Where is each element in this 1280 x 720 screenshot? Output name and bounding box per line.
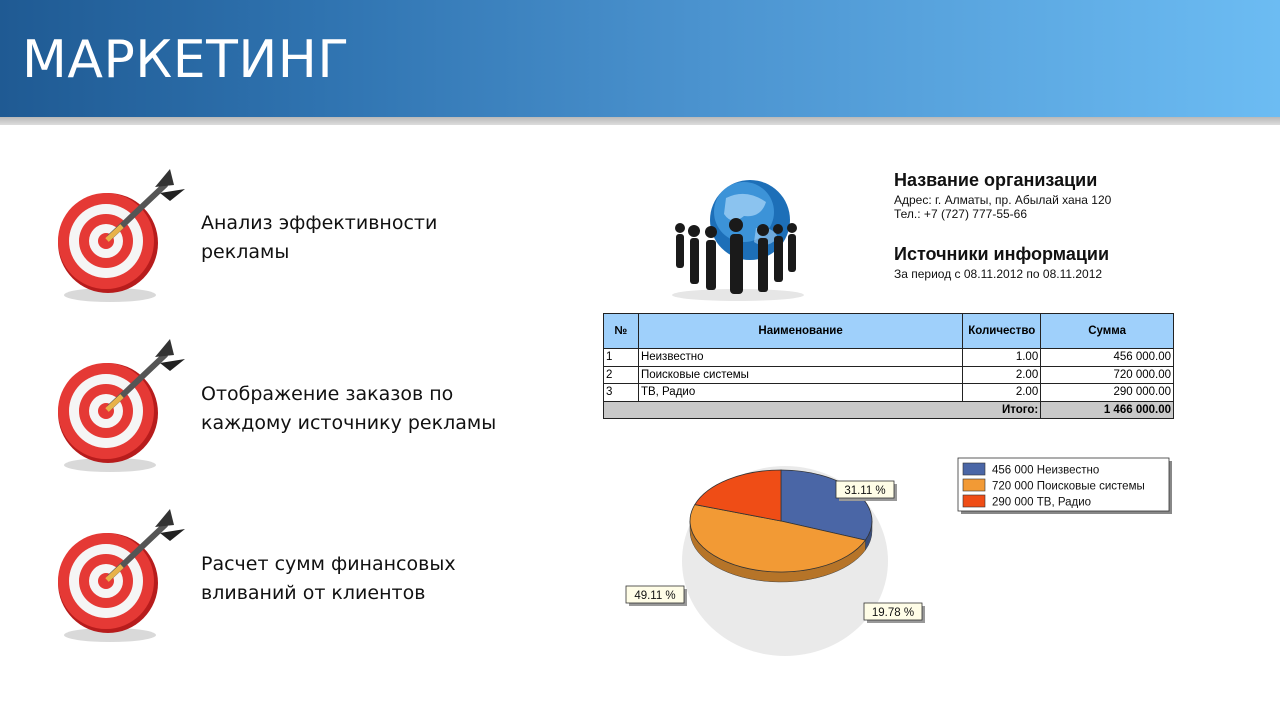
legend-label: 720 000 Поисковые системы — [992, 480, 1145, 493]
table-row — [604, 349, 1174, 367]
banner-divider — [0, 117, 1280, 125]
svg-text:49.11 %: 49.11 % — [634, 590, 676, 602]
sources-pie-chart — [600, 450, 1200, 670]
total-label: Итого: — [604, 401, 1041, 419]
table-cell: 2.00 — [963, 384, 1041, 402]
dart-target-icon — [50, 335, 190, 475]
page-title: МАРКЕТИНГ — [22, 30, 350, 90]
table-cell: 290 000.00 — [1041, 384, 1174, 402]
feature-text-line: рекламы — [201, 241, 290, 263]
title-banner — [0, 0, 1280, 117]
feature-text-line: Расчет сумм финансовых — [201, 553, 456, 575]
table-total-row — [604, 401, 1174, 419]
table-cell: Неизвестно — [638, 349, 962, 367]
feature-text-line: Анализ эффективности — [201, 212, 438, 234]
total-value: 1 466 000.00 — [1041, 401, 1174, 419]
table-row — [604, 366, 1174, 384]
legend-label: 290 000 ТВ, Радио — [992, 496, 1092, 509]
feature-text-line: Отображение заказов по — [201, 383, 454, 405]
table-cell: ТВ, Радио — [638, 384, 962, 402]
report-title: Источники информации — [894, 244, 1110, 264]
feature-item-client-funds — [50, 505, 610, 645]
dart-target-icon — [50, 165, 190, 305]
column-header: Количество — [963, 314, 1041, 349]
table-header-row — [604, 314, 1174, 349]
sources-table — [603, 313, 1174, 419]
legend-swatch — [963, 479, 985, 491]
legend-item — [963, 495, 1091, 509]
feature-text-line: вливаний от клиентов — [201, 582, 426, 604]
svg-text:19.78 %: 19.78 % — [871, 607, 915, 619]
report-period: За период с 08.11.2012 по 08.11.2012 — [894, 267, 1103, 281]
column-header: Сумма — [1041, 314, 1174, 349]
pie-percent-label — [864, 603, 925, 623]
svg-text:31.11 %: 31.11 % — [844, 485, 886, 497]
organization-address: Адрес: г. Алматы, пр. Абылай хана 120 — [894, 193, 1112, 207]
feature-item-ad-analysis — [50, 165, 610, 305]
feature-item-orders-by-source — [50, 335, 610, 475]
globe-business-people-icon — [666, 168, 810, 302]
column-header: № — [604, 314, 639, 349]
legend-swatch — [963, 463, 985, 475]
legend-item — [963, 463, 1099, 477]
dart-target-icon — [50, 505, 190, 645]
organization-phone: Тел.: +7 (727) 777-55-66 — [894, 207, 1028, 221]
organization-name: Название организации — [894, 170, 1098, 190]
table-cell: 2 — [604, 366, 639, 384]
table-cell: 3 — [604, 384, 639, 402]
table-cell: Поисковые системы — [638, 366, 962, 384]
column-header: Наименование — [638, 314, 962, 349]
table-cell: 2.00 — [963, 366, 1041, 384]
table-cell: 1 — [604, 349, 639, 367]
pie-percent-label — [836, 481, 897, 501]
pie-percent-label — [626, 586, 687, 606]
table-row — [604, 384, 1174, 402]
table-cell: 720 000.00 — [1041, 366, 1174, 384]
legend-label: 456 000 Неизвестно — [992, 464, 1100, 477]
table-cell: 456 000.00 — [1041, 349, 1174, 367]
feature-text-line: каждому источнику рекламы — [201, 412, 497, 434]
legend-swatch — [963, 495, 985, 507]
chart-legend — [958, 458, 1172, 514]
table-cell: 1.00 — [963, 349, 1041, 367]
